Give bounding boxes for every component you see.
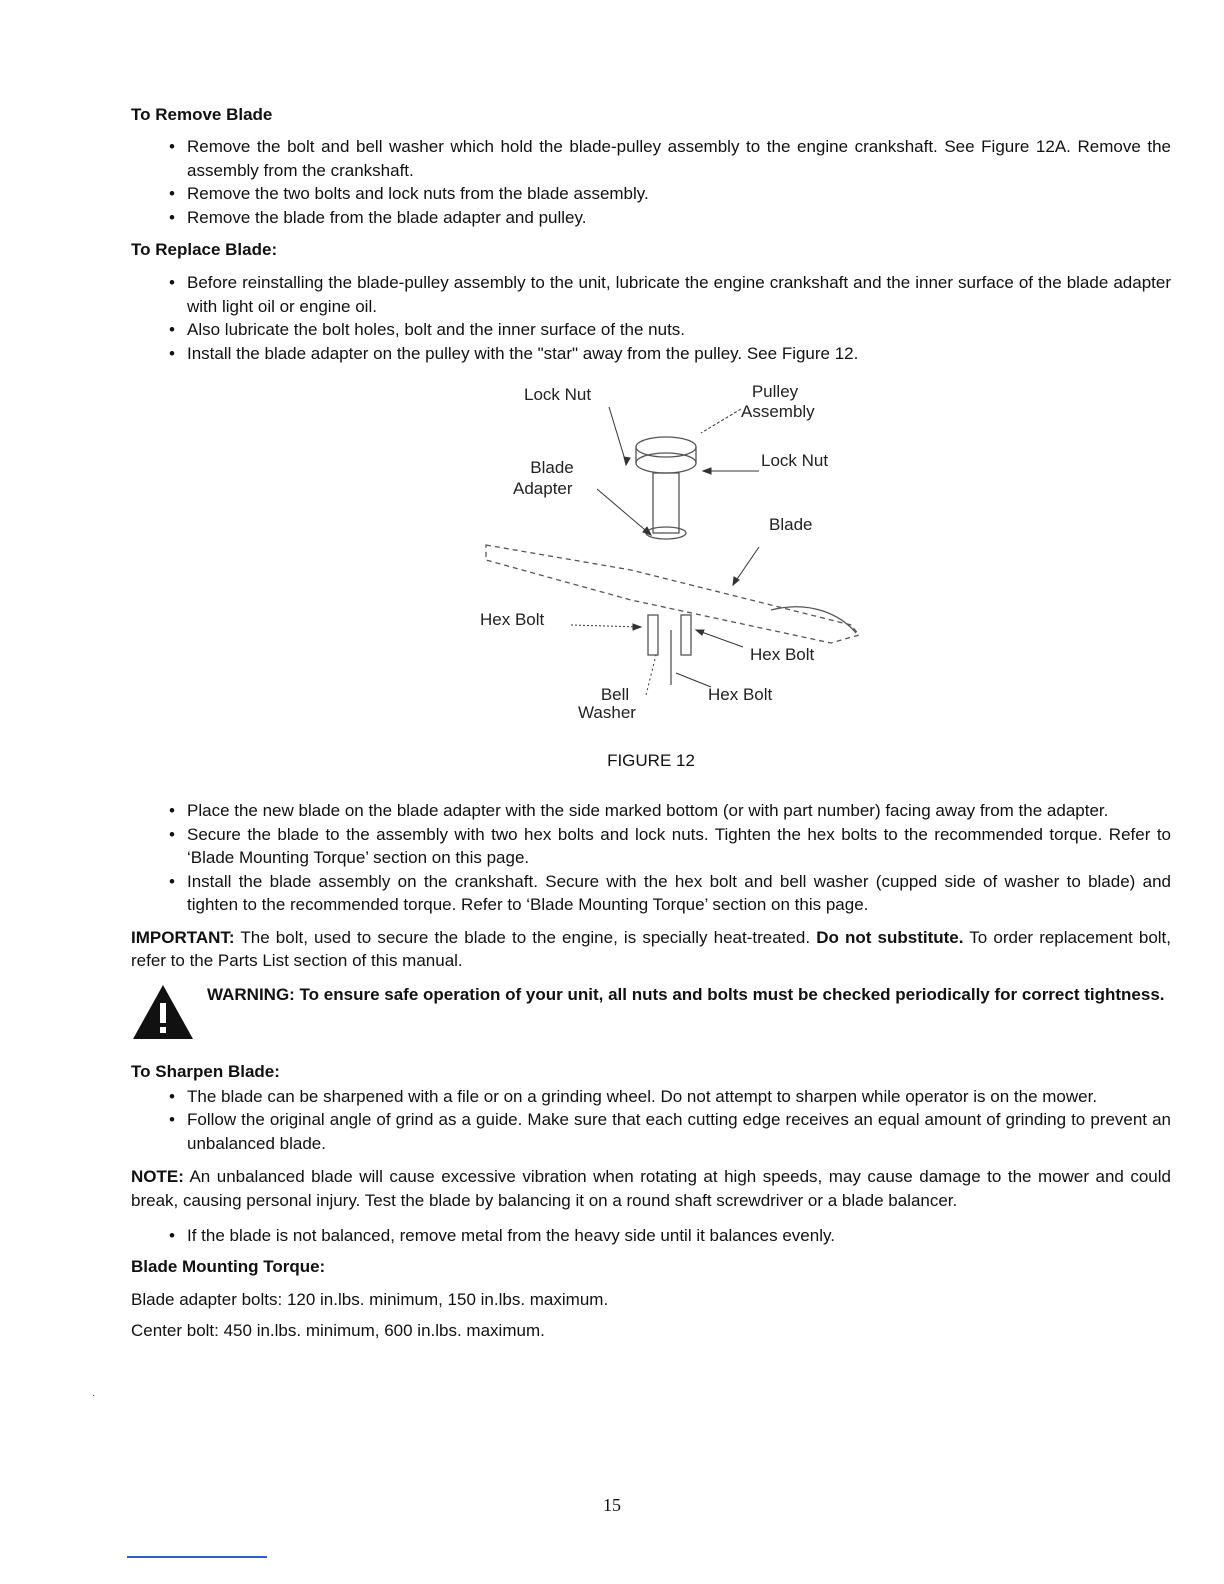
important-paragraph bbox=[131, 926, 1171, 973]
list-item: • Remove the bolt and bell washer which hold the blade-pulley assembly to the engine crankshaft. See Figure 12A. Remove the assembly from the crankshaft. bbox=[131, 135, 1171, 182]
label-hex-bolt-left: Hex Bolt bbox=[480, 610, 545, 629]
list-item: • The blade can be sharpened with a file or on a grinding wheel. Do not attempt to sharpen while operator is on the mower. bbox=[131, 1085, 1171, 1109]
list-item: • Also lubricate the bolt holes, bolt and the inner surface of the nuts. bbox=[131, 318, 1171, 342]
label-hex-bolt-right: Hex Bolt bbox=[750, 645, 815, 664]
label-blade: Blade bbox=[769, 515, 813, 534]
label-washer: Washer bbox=[578, 703, 636, 722]
balance-list bbox=[131, 1224, 1171, 1248]
label-lock-nut-right: Lock Nut bbox=[761, 451, 829, 470]
remove-blade-list bbox=[131, 135, 1171, 229]
list-item: • Install the blade assembly on the crankshaft. Secure with the hex bolt and bell washer (cupped side of washer to blade) and tighten to the recommended torque. Refer to ‘Blade Mounting Torque’ section on this page. bbox=[131, 870, 1171, 917]
replace-blade-section bbox=[131, 239, 1171, 365]
page-number: 15 bbox=[603, 1495, 621, 1515]
note-label: NOTE: bbox=[131, 1167, 184, 1186]
note-text: An unbalanced blade will cause excessive vibration when rotating at high speeds, may cause damage to the mower and could break, causing personal injury. Test the blade by balancing it on a round shaft screwdriver or a blade balancer. bbox=[131, 1167, 1171, 1210]
important-text-2: To order replacement bolt, refer to the Parts List section of this manual. bbox=[131, 927, 1171, 970]
list-item: • Before reinstalling the blade-pulley assembly to the unit, lubricate the engine crankshaft and the inner surface of the blade adapter with light oil or engine oil. bbox=[131, 271, 1171, 318]
important-label: IMPORTANT: bbox=[131, 927, 235, 947]
label-pulley: Pulley bbox=[751, 382, 799, 401]
list-item: • Place the new blade on the blade adapter with the side marked bottom (or with part number) facing away from the adapter. bbox=[131, 799, 1171, 823]
margin-mark: · bbox=[92, 1390, 96, 1401]
list-item: • If the blade is not balanced, remove metal from the heavy side until it balances evenly. bbox=[131, 1224, 1171, 1248]
important-text-1: The bolt, used to secure the blade to the engine, is specially heat-treated. bbox=[234, 927, 817, 947]
label-bell: Bell bbox=[600, 685, 630, 704]
label-lock-nut-left: Lock Nut bbox=[524, 385, 592, 404]
list-item: • Install the blade adapter on the pulley with the "star" away from the pulley. See Figure 12. bbox=[131, 342, 1171, 366]
replace-blade-list-continued bbox=[131, 799, 1171, 917]
sharpen-blade-list bbox=[131, 1085, 1171, 1156]
figure-12 bbox=[131, 382, 1171, 789]
remove-blade-section bbox=[131, 104, 1171, 229]
important-emphasis: Do not substitute. bbox=[816, 927, 964, 947]
list-item: • Remove the blade from the blade adapter and pulley. bbox=[131, 206, 1171, 230]
torque-center-bolt: Center bolt: 450 in.lbs. minimum, 600 in.lbs. maximum. bbox=[131, 1321, 545, 1340]
replace-blade-list bbox=[131, 271, 1171, 365]
footer-rule bbox=[127, 1556, 267, 1558]
label-blade-adapter-2: Adapter bbox=[513, 479, 573, 498]
sharpen-blade-section bbox=[131, 1061, 1171, 1156]
list-item: • Follow the original angle of grind as a guide. Make sure that each cutting edge receives an equal amount of grinding to prevent an unbalanced blade. bbox=[131, 1108, 1171, 1155]
warning-box bbox=[131, 983, 1171, 1055]
remove-blade-heading: To Remove Blade bbox=[131, 105, 273, 124]
torque-heading: Blade Mounting Torque: bbox=[131, 1256, 326, 1276]
warning-text: WARNING: To ensure safe operation of your unit, all nuts and bolts must be checked periodically for correct tightness. bbox=[207, 984, 1165, 1004]
blade-assembly-diagram bbox=[131, 385, 1171, 745]
list-item: • Remove the two bolts and lock nuts from the blade assembly. bbox=[131, 182, 1171, 206]
replace-blade-heading: To Replace Blade: bbox=[131, 240, 278, 259]
label-blade-adapter-1: Blade bbox=[530, 458, 574, 477]
note-paragraph bbox=[131, 1165, 1171, 1212]
label-hex-bolt-bottom: Hex Bolt bbox=[708, 685, 773, 704]
label-assembly: Assembly bbox=[741, 402, 815, 421]
torque-adapter-bolts: Blade adapter bolts: 120 in.lbs. minimum, 150 in.lbs. maximum. bbox=[131, 1289, 609, 1309]
warning-triangle-icon bbox=[131, 983, 195, 1041]
list-item: • Secure the blade to the assembly with two hex bolts and lock nuts. Tighten the hex bolts to the recommended torque. Refer to ‘Blade Mounting Torque’ section on this page. bbox=[131, 823, 1171, 870]
figure-caption: FIGURE 12 bbox=[607, 751, 695, 770]
sharpen-blade-heading: To Sharpen Blade: bbox=[131, 1061, 280, 1081]
manual-page bbox=[131, 104, 1171, 1343]
